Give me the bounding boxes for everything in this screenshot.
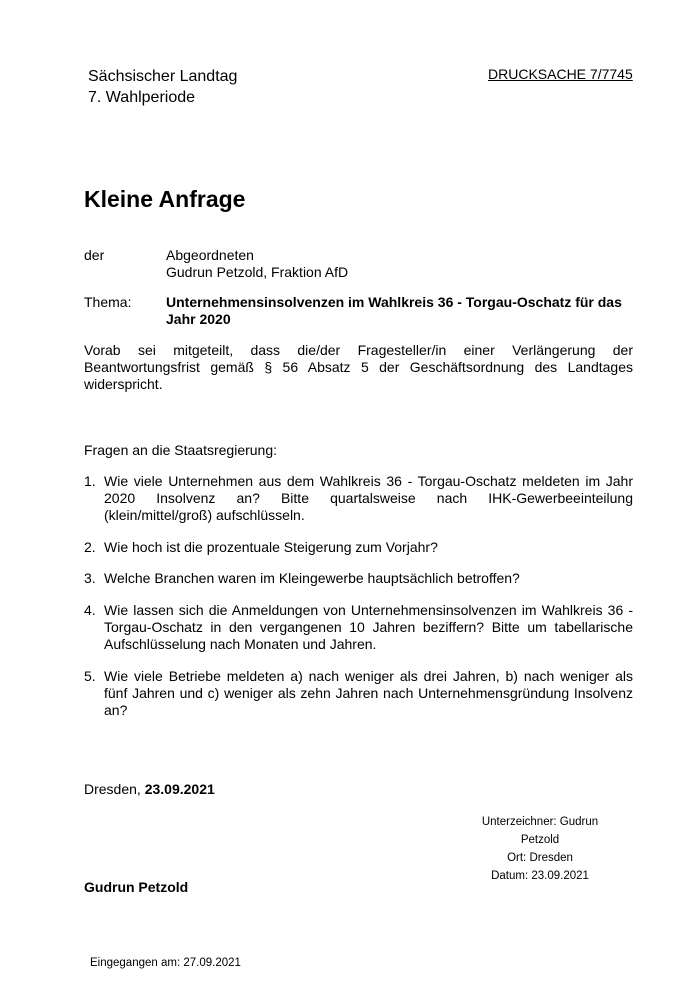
header-left xyxy=(88,66,237,108)
author-role: Abgeordneten xyxy=(166,247,254,263)
author-label: der xyxy=(84,247,105,263)
parliament-name: Sächsischer Landtag xyxy=(88,68,238,85)
question-item xyxy=(84,602,633,653)
signature-signer-surname: Petzold xyxy=(520,834,560,846)
author-name: Gudrun Petzold, Fraktion AfD xyxy=(166,264,349,280)
question-number: 1. xyxy=(84,473,96,489)
preface-paragraph: Vorab sei mitgeteilt, dass die/der Fragesteller/in einer Verlängerung der Beantwortungsfrist gemäß § 56 Absatz 5 der Geschäftsordnung des Landtages widerspricht. xyxy=(84,342,633,392)
topic-text: Unternehmensinsolvenzen im Wahlkreis 36 - Torgau-Oschatz für das Jahr 2020 xyxy=(166,294,622,327)
received-stamp: Eingegangen am: 27.09.2021 xyxy=(90,957,241,969)
question-text: Wie lassen sich die Anmeldungen von Unternehmensinsolvenzen im Wahlkreis 36 - Torgau-Oschatz in den vergangenen 10 Jahren beziffern? Bitte um tabellarische Aufschlüsselung nach Monaten und Jahren. xyxy=(104,602,633,652)
author-block xyxy=(166,247,636,281)
signature-signer: Unterzeichner: Gudrun xyxy=(481,816,599,828)
question-number: 3. xyxy=(84,570,96,586)
signer-name: Gudrun Petzold xyxy=(84,879,189,895)
place-date xyxy=(84,781,215,797)
question-item xyxy=(84,539,633,556)
questions-intro: Fragen an die Staatsregierung: xyxy=(84,442,278,458)
legislative-period: 7. Wahlperiode xyxy=(88,89,196,106)
question-item xyxy=(84,473,633,524)
document-number: DRUCKSACHE 7/7745 xyxy=(488,66,633,82)
question-text: Wie viele Unternehmen aus dem Wahlkreis 36 - Torgau-Oschatz meldeten im Jahr 2020 Insolvenz an? Bitte quartalsweise nach IHK-Gewerbeeinteilung (klein/mittel/groß) aufschlüsseln. xyxy=(104,473,633,523)
question-item xyxy=(84,570,633,587)
question-text: Wie viele Betriebe meldeten a) nach weniger als drei Jahren, b) nach weniger als fünf Jahren und c) weniger als zehn Jahren nach Unternehmensgründung Insolvenz an? xyxy=(104,668,633,718)
date: 23.09.2021 xyxy=(144,781,215,797)
question-text: Wie hoch ist die prozentuale Steigerung zum Vorjahr? xyxy=(104,539,438,555)
place: Dresden, xyxy=(84,781,145,797)
signature-place: Ort: Dresden xyxy=(507,852,573,864)
topic-label: Thema: xyxy=(84,294,132,310)
question-number: 2. xyxy=(84,539,96,555)
page-title: Kleine Anfrage xyxy=(84,186,246,212)
signature-date: Datum: 23.09.2021 xyxy=(491,870,589,882)
signature-block xyxy=(470,813,610,885)
question-number: 5. xyxy=(84,668,96,684)
question-item xyxy=(84,668,633,719)
question-text: Welche Branchen waren im Kleingewerbe hauptsächlich betroffen? xyxy=(104,570,520,586)
question-number: 4. xyxy=(84,602,96,618)
